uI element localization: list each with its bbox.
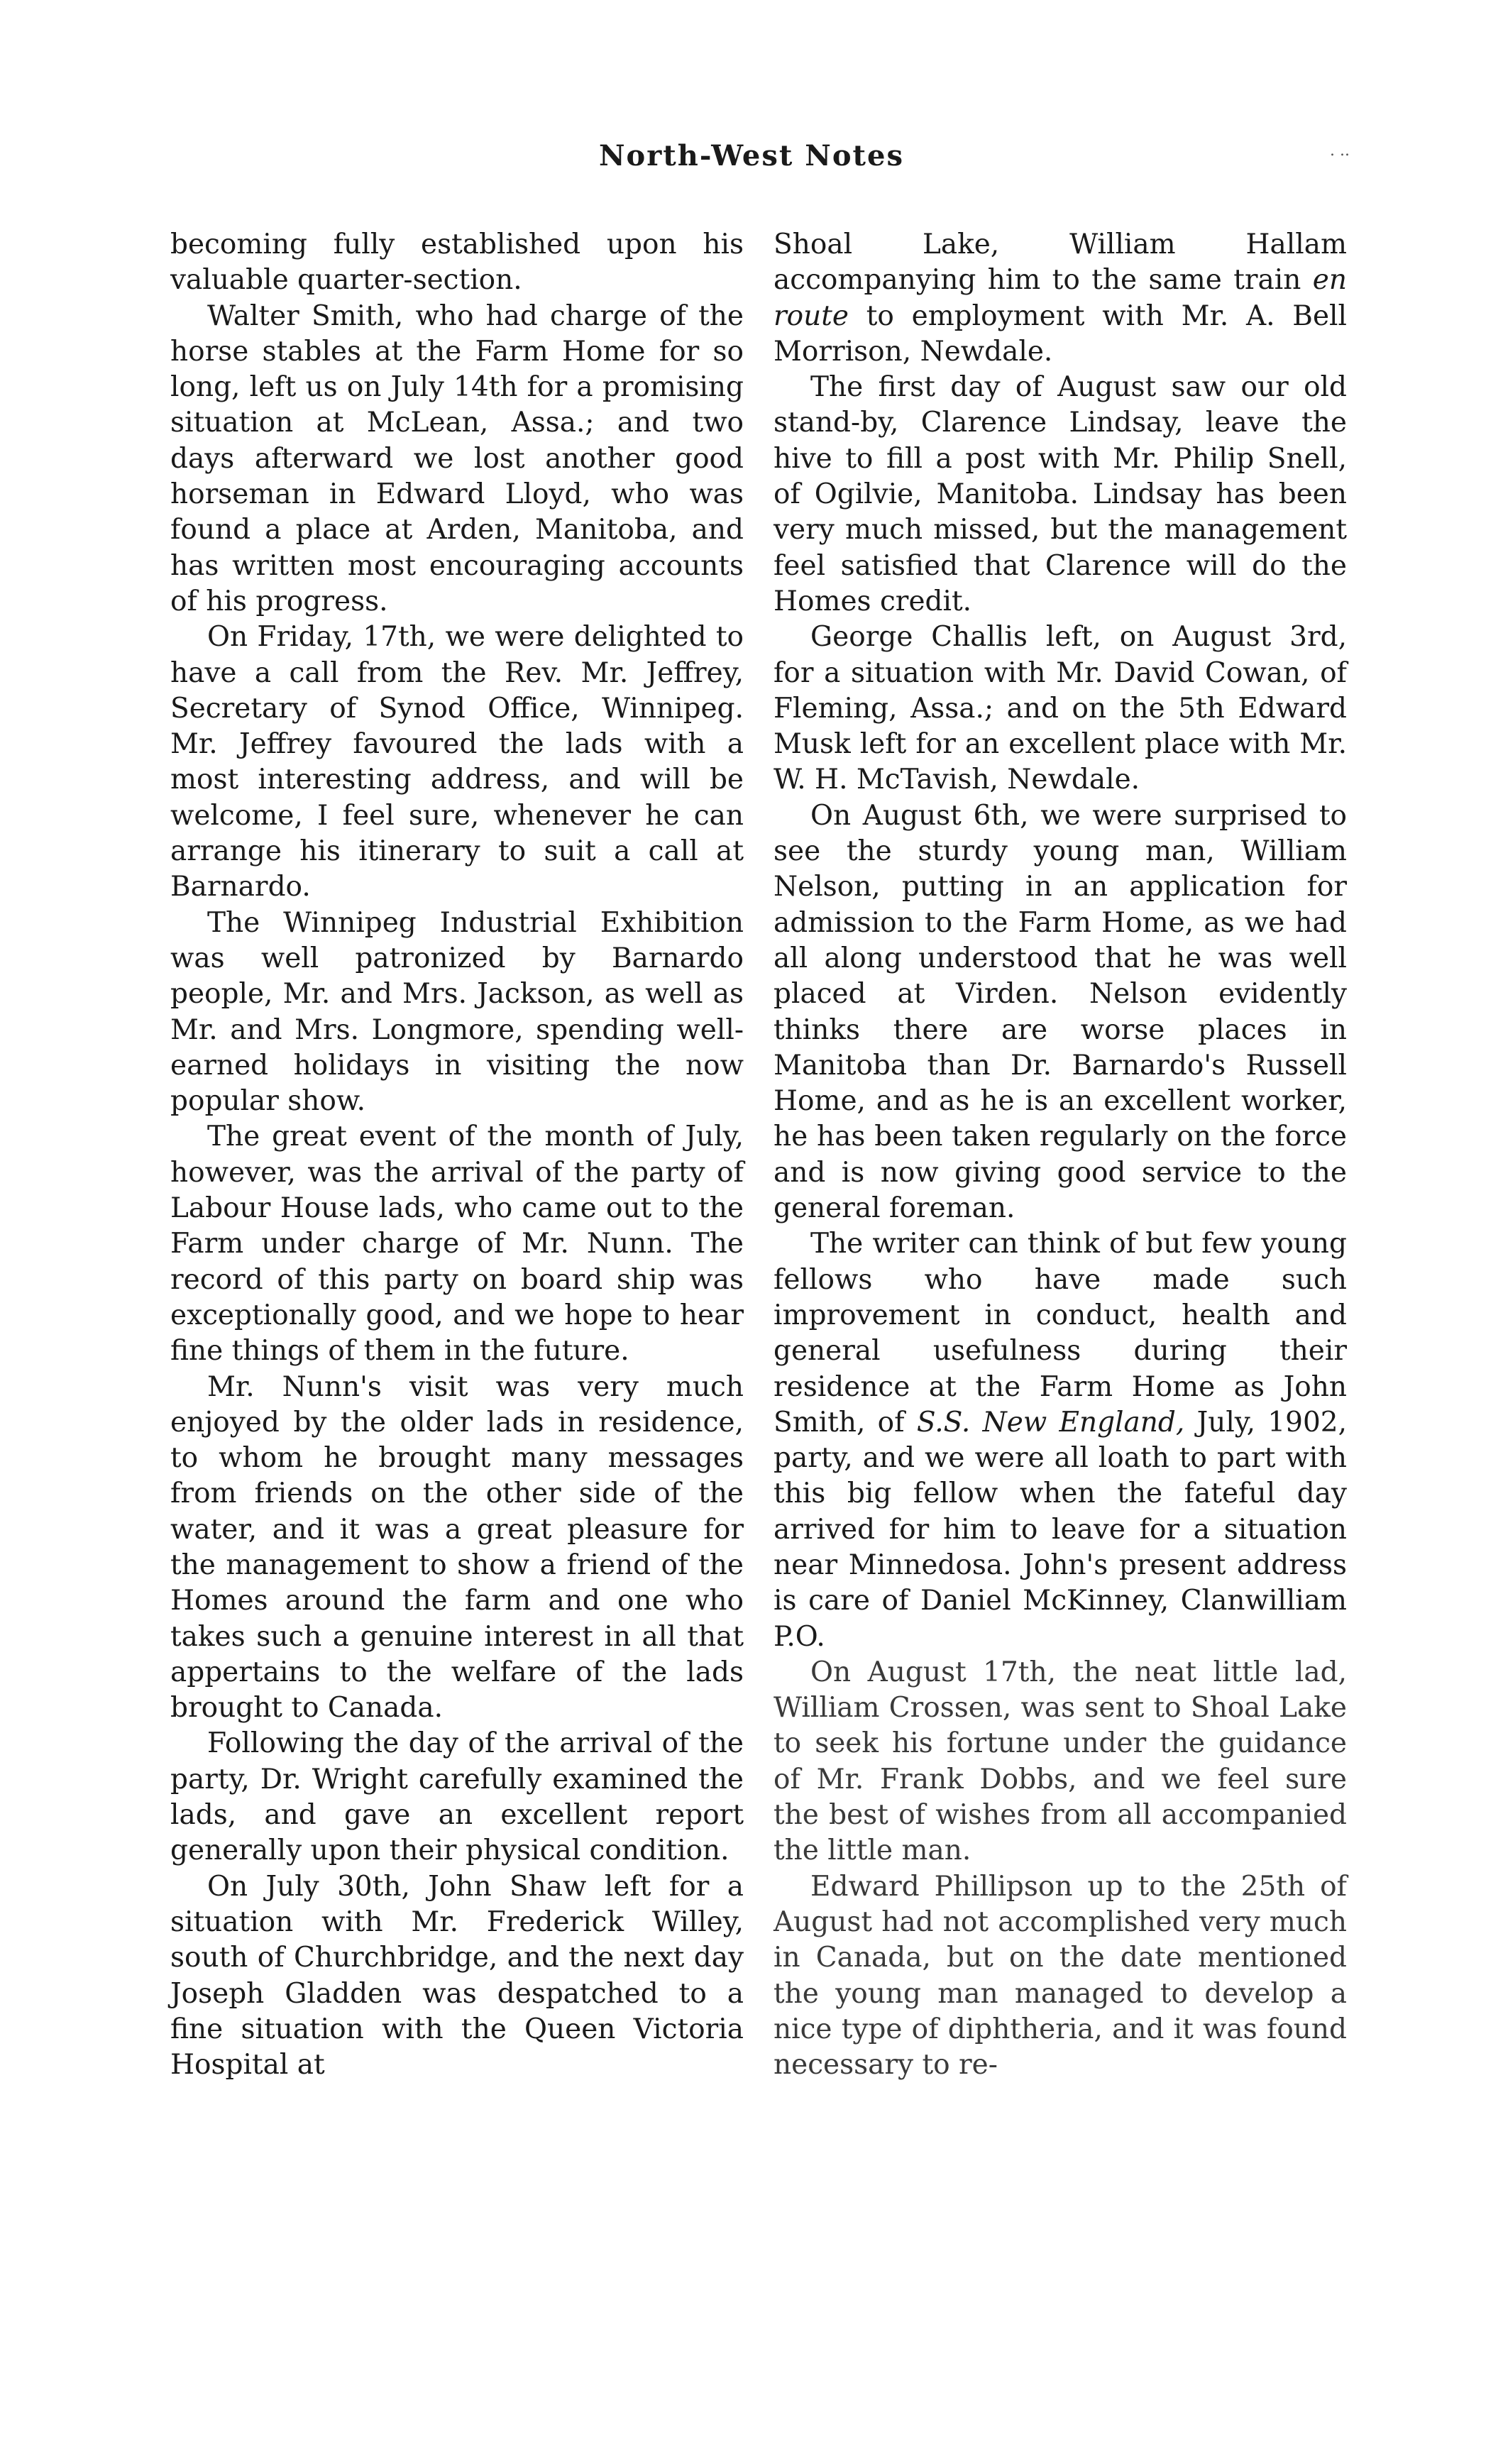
paragraph <box>773 1226 1347 1655</box>
paragraph: On August 17th, the neat little lad, William Crossen, was sent to Shoal Lake to seek his fortune under the guidance of Mr. Frank Dobbs, and we feel sure the best of wishes from all accompanied the little man. <box>773 1656 1347 1867</box>
paragraph: Walter Smith, who had charge of the horse stables at the Farm Home for so long, left us on July 14th for a promising situation at McLean, Assa.; and two days afterward we lost another good horseman in Edward Lloyd, who was found a place at Arden, Manitoba, and has written most encouraging accounts of his progress. <box>170 299 744 617</box>
text-run: Shoal Lake, William Hallam accompanying him to the same train <box>773 229 1347 297</box>
text-run: July, 1902, party, and we were all loath to part with this big fellow when the fateful day arrived for him to leave for a situation near Minnedosa. John's present address is care of Daniel McKinney, Clanwilliam P.O. <box>773 1406 1347 1653</box>
paragraph: The first day of August saw our old stand-by, Clarence Lindsay, leave the hive to fill a post with Mr. Philip Snell, of Ogilvie, Manitoba. Lindsay has been very much missed, but the management feel satisfied that Clarence will do the Homes credit. <box>773 371 1347 617</box>
running-title: North-West Notes <box>598 139 904 172</box>
paragraph: On Friday, 17th, we were delighted to have a call from the Rev. Mr. Jeffrey, Secretary of Synod Office, Winnipeg. Mr. Jeffrey favoured the lads with a most interesting address, and will be welcome, I feel sure, whenever he can arrange his itinerary to suit a call at Barnardo. <box>170 621 744 903</box>
italic-text: en route <box>773 264 1347 332</box>
text-run: The writer can think of but few young fellows who have made such improvement in conduct, health and general usefulness during their residence at the Farm Home as John Smith, of <box>773 1228 1347 1439</box>
paragraph: Edward Phillipson up to the 25th of August had not accomplished very much in Canada, but on the date mentioned the young man managed to develop a nice type of diphtheria, and it was found necessary to re- <box>773 1870 1347 2081</box>
paragraph: Mr. Nunn's visit was very much enjoyed by the older lads in residence, to whom he brought many messages from friends on the other side of the water, and it was a great pleasure for the management to show a friend of the Homes around the farm and one who takes such a genuine interest in all that appertains to the welfare of the lads brought to Canada. <box>170 1370 744 1725</box>
paragraph: The Winnipeg Industrial Exhibition was well patronized by Barnardo people, Mr. and Mrs. Jackson, as well as Mr. and Mrs. Longmore, spending well-earned holidays in visiting the now popular show. <box>170 906 744 1118</box>
paragraph: On August 6th, we were surprised to see the sturdy young man, William Nelson, putting in an application for admission to the Farm Home, as we had all along understood that he was well placed at Virden. Nelson evidently thinks there are worse places in Manitoba than Dr. Barnardo's Russell Home, and as he is an excellent worker, he has been taken regularly on the force and is now giving good service to the general foreman. <box>773 799 1347 1225</box>
text-run: to employment with Mr. A. Bell Morrison, Newdale. <box>773 299 1347 368</box>
paragraph: George Challis left, on August 3rd, for a situation with Mr. David Cowan, of Fleming, Assa.; and on the 5th Edward Musk left for an excellent place with Mr. W. H. McTavish, Newdale. <box>773 621 1347 796</box>
paragraph: becoming fully established upon his valuable quarter-section. <box>170 229 744 297</box>
page-mark: . .. <box>1330 142 1350 160</box>
paragraph: The great event of the month of July, however, was the arrival of the party of Labour House lads, who came out to the Farm under charge of Mr. Nunn. The record of this party on board ship was exceptionally good, and we hope to hear fine things of them in the future. <box>170 1121 744 1368</box>
paragraph <box>773 227 1347 370</box>
italic-text: S.S. New England, <box>916 1406 1185 1439</box>
left-column <box>170 227 744 2083</box>
right-column <box>773 227 1347 2083</box>
paragraph: On July 30th, John Shaw left for a situation with Mr. Frederick Willey, south of Churchbridge, and the next day Joseph Gladden was despatched to a fine situation with the Queen Victoria Hospital at <box>170 1870 744 2081</box>
paragraph: Following the day of the arrival of the party, Dr. Wright carefully examined the lads, and gave an excellent report generally upon their physical condition. <box>170 1727 744 1867</box>
